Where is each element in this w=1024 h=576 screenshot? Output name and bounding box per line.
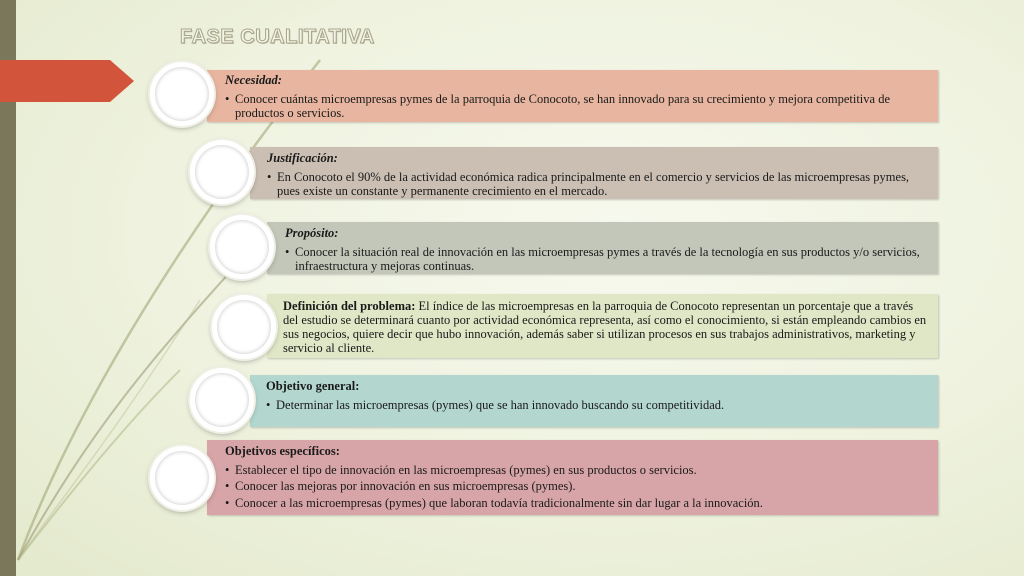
band-necesidad xyxy=(207,70,938,122)
step-circle-6 xyxy=(150,446,214,510)
step-circle-3 xyxy=(210,215,274,279)
band-bullet: • Conocer la situación real de innovación en las microempresas pymes a través de la tecnología en sus productos y/o servicios, infraestructura y mejoras continuas. xyxy=(285,245,928,274)
band-bullet: • En Conocoto el 90% de la actividad económica radica principalmente en el comercio y servicios de las microempresas pymes, pues existe un constante y permanente crecimiento en el mercado. xyxy=(267,170,928,199)
band-objetivo-general xyxy=(250,375,938,427)
band-bullet: • Determinar las microempresas (pymes) que se han innovado buscando su competitividad. xyxy=(266,398,928,413)
step-circle-1 xyxy=(150,62,214,126)
step-circle-2 xyxy=(190,140,254,204)
red-arrow-accent xyxy=(0,60,134,102)
band-bullet: • Conocer cuántas microempresas pymes de la parroquia de Conocoto, se han innovado para su crecimiento y mejora competitiva de productos o servicios. xyxy=(225,92,928,121)
step-circle-4 xyxy=(212,295,276,359)
slide-title: FASE CUALITATIVA xyxy=(180,26,375,48)
step-circle-5 xyxy=(190,368,254,432)
band-text: El índice de las microempresas en la parroquia de Conocoto representan un porcentaje que a través del estudio se determinará cuanto por actividad económica representa, así como el conocimiento, si están empleando cambios en sus negocios, quiere decir que hubo innovación, además saber si utilizan procesos en sus trabajos administrativos, marketing y servicio al cliente. xyxy=(283,299,927,355)
band-bullet: • Establecer el tipo de innovación en las microempresas (pymes) en sus productos o servicios. xyxy=(225,463,928,478)
band-heading: Justificación: xyxy=(267,151,338,165)
band-heading: Objetivo general: xyxy=(266,379,360,393)
band-bullet: • Conocer las mejoras por innovación en sus microempresas (pymes). xyxy=(225,479,928,494)
band-heading: Objetivos específicos: xyxy=(225,444,340,458)
band-heading: Definición del problema: xyxy=(283,299,416,313)
band-bullet: • Conocer a las microempresas (pymes) que laboran todavía tradicionalmente sin dar lugar a la innovación. xyxy=(225,496,928,511)
band-proposito xyxy=(267,222,938,274)
band-objetivos-especificos xyxy=(207,440,938,515)
band-heading: Propósito: xyxy=(285,226,339,240)
band-definicion-problema xyxy=(267,294,938,358)
band-heading: Necesidad: xyxy=(225,73,282,87)
band-justificacion xyxy=(250,147,938,199)
